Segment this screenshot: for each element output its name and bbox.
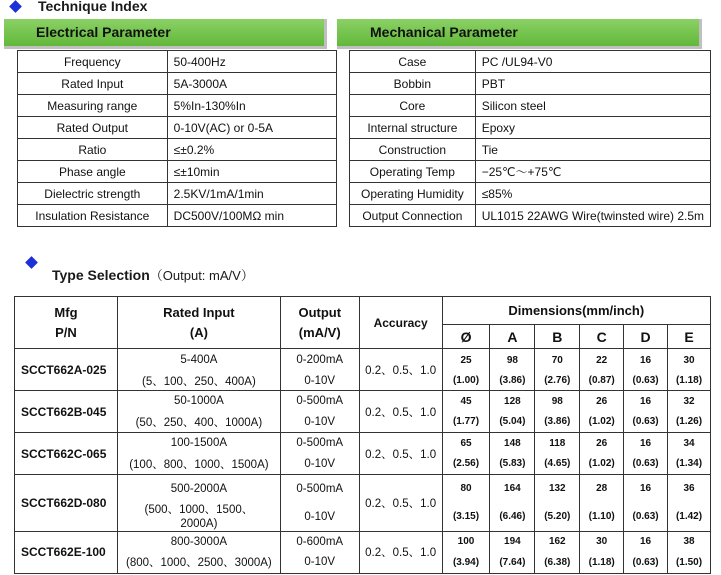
electrical-param-label: Insulation Resistance: [18, 205, 168, 227]
header-output-label: Output: [298, 304, 342, 320]
type-selection-label: Type Selection: [52, 267, 150, 283]
type-row: [15, 433, 711, 454]
type-dim-inch: (3.94): [442, 552, 490, 573]
electrical-param-row: [18, 205, 337, 227]
electrical-param-value: DC500V/100MΩ min: [167, 205, 336, 227]
type-dim-mm: 100: [442, 531, 490, 552]
header-mfg-pn: [15, 297, 118, 349]
mechanical-param-label: Case: [350, 51, 476, 73]
type-dim-mm: 118: [535, 433, 580, 454]
type-dim-mm: 30: [580, 531, 624, 552]
type-dim-mm: 98: [535, 391, 580, 412]
mechanical-param-label: Operating Temp: [350, 161, 476, 183]
electrical-param-row: [18, 183, 337, 205]
header-dim-3: C: [580, 325, 624, 349]
type-dim-inch: (7.64): [490, 552, 535, 573]
electrical-param-value: ≤±10min: [167, 161, 336, 183]
type-dim-inch: (1.18): [580, 552, 624, 573]
type-dim-inch: (2.56): [442, 454, 490, 475]
mechanical-param-row: [350, 139, 711, 161]
type-dim-mm: 16: [624, 349, 668, 372]
type-dim-inch: (1.34): [668, 454, 711, 475]
electrical-param-row: [18, 95, 337, 117]
type-dim-inch: (6.38): [535, 552, 580, 573]
type-dim-inch: (1.00): [442, 372, 490, 391]
type-dim-inch: (5.83): [490, 454, 535, 475]
type-rated-input-list-line: 2000A): [180, 517, 218, 530]
header-rated-input: [117, 297, 280, 349]
electrical-param-label: Measuring range: [18, 95, 168, 117]
type-dim-mm: 70: [535, 349, 580, 372]
type-dim-inch: (0.63): [624, 552, 668, 573]
type-output-current: 0-600mA: [280, 531, 359, 552]
bullet-diamond-icon: [25, 256, 38, 269]
type-rated-input: 5-400A: [117, 349, 280, 372]
type-dim-inch: (1.26): [668, 412, 711, 433]
header-rated-input-label: Rated Input: [163, 304, 235, 320]
mechanical-param-label: Operating Humidity: [350, 183, 476, 205]
type-dim-inch: (0.63): [624, 503, 668, 532]
type-pn: SCCT662B-045: [15, 391, 118, 433]
type-output-voltage: 0-10V: [280, 503, 359, 532]
electrical-param-row: [18, 117, 337, 139]
header-dim-5: E: [668, 325, 711, 349]
mechanical-param-row: [350, 183, 711, 205]
type-dim-mm: 132: [535, 475, 580, 503]
type-accuracy: 0.2、0.5、1.0: [359, 475, 442, 532]
type-dim-inch: (5.04): [490, 412, 535, 433]
type-output-voltage: 0-10V: [280, 412, 359, 433]
type-rated-input-list: (800、1000、2500、3000A): [117, 552, 280, 573]
mechanical-param-row: [350, 205, 711, 227]
mechanical-param-label: Bobbin: [350, 73, 476, 95]
type-dim-mm: 128: [490, 391, 535, 412]
type-dim-mm: 34: [668, 433, 711, 454]
type-dim-mm: 194: [490, 531, 535, 552]
mechanical-param-label: Core: [350, 95, 476, 117]
type-dim-inch: (3.15): [442, 503, 490, 532]
type-dim-mm: 45: [442, 391, 490, 412]
header-dim-2: B: [535, 325, 580, 349]
header-pn: P/N: [55, 324, 77, 340]
type-dim-mm: 98: [490, 349, 535, 372]
electrical-param-row: [18, 73, 337, 95]
type-pn: SCCT662C-065: [15, 433, 118, 475]
mechanical-parameter-title: Mechanical Parameter: [370, 24, 518, 40]
type-dim-mm: 16: [624, 433, 668, 454]
type-dim-inch: (1.10): [580, 503, 624, 532]
type-dim-inch: (1.42): [668, 503, 711, 532]
mechanical-param-row: [350, 117, 711, 139]
type-output-current: 0-500mA: [280, 391, 359, 412]
mechanical-param-value: PC /UL94-V0: [475, 51, 710, 73]
electrical-param-label: Phase angle: [18, 161, 168, 183]
type-dim-inch: (4.65): [535, 454, 580, 475]
mechanical-param-row: [350, 95, 711, 117]
type-dim-mm: 164: [490, 475, 535, 503]
technique-index-title: Technique Index: [38, 0, 148, 14]
type-dim-inch: (0.63): [624, 454, 668, 475]
electrical-param-label: Rated Input: [18, 73, 168, 95]
type-rated-input-list: (100、800、1000、1500A): [117, 454, 280, 475]
mechanical-param-value: Silicon steel: [475, 95, 710, 117]
type-dim-mm: 28: [580, 475, 624, 503]
header-dim-1: A: [490, 325, 535, 349]
type-rated-input-list-line: (500、1000、1500、: [144, 503, 254, 516]
mechanical-param-value: ≤85%: [475, 183, 710, 205]
mechanical-parameter-header: [337, 19, 702, 49]
type-dim-inch: (1.02): [580, 454, 624, 475]
type-accuracy: 0.2、0.5、1.0: [359, 391, 442, 433]
type-selection-subtitle: （Output: mA/V）: [149, 268, 254, 283]
type-rated-input-list: [117, 503, 280, 532]
type-rated-input: 50-1000A: [117, 391, 280, 412]
type-output-voltage: 0-10V: [280, 454, 359, 475]
type-rated-input: 500-2000A: [117, 475, 280, 503]
type-dim-inch: (0.63): [624, 412, 668, 433]
mechanical-param-row: [350, 161, 711, 183]
type-dim-mm: 162: [535, 531, 580, 552]
mechanical-param-row: [350, 73, 711, 95]
electrical-param-label: Ratio: [18, 139, 168, 161]
header-dim-0: Ø: [442, 325, 490, 349]
type-accuracy: 0.2、0.5、1.0: [359, 531, 442, 573]
header-accuracy: Accuracy: [359, 297, 442, 349]
type-row: [15, 475, 711, 503]
header-output: [280, 297, 359, 349]
type-dim-inch: (0.63): [624, 372, 668, 391]
type-dim-inch: (5.20): [535, 503, 580, 532]
type-row: [15, 531, 711, 552]
electrical-param-value: 0-10V(AC) or 0-5A: [167, 117, 336, 139]
type-dim-inch: (1.50): [668, 552, 711, 573]
electrical-param-row: [18, 51, 337, 73]
mechanical-param-value: Epoxy: [475, 117, 710, 139]
mechanical-param-value: UL1015 22AWG Wire(twinsted wire) 2.5m: [475, 205, 710, 227]
type-pn: SCCT662A-025: [15, 349, 118, 391]
type-dim-inch: (1.77): [442, 412, 490, 433]
header-rated-input-unit: (A): [189, 324, 208, 340]
type-rated-input-list: (50、250、400、1000A): [117, 412, 280, 433]
type-pn: SCCT662D-080: [15, 475, 118, 532]
type-pn: SCCT662E-100: [15, 531, 118, 573]
type-dim-inch: (0.87): [580, 372, 624, 391]
type-dim-mm: 38: [668, 531, 711, 552]
type-output-voltage: 0-10V: [280, 552, 359, 573]
electrical-param-value: ≤±0.2%: [167, 139, 336, 161]
mechanical-param-label: Output Connection: [350, 205, 476, 227]
type-dim-mm: 16: [624, 531, 668, 552]
electrical-parameter-title: Electrical Parameter: [36, 24, 171, 40]
type-dim-inch: (6.46): [490, 503, 535, 532]
type-rated-input: 800-3000A: [117, 531, 280, 552]
electrical-parameter-header: [4, 19, 327, 49]
mechanical-param-label: Construction: [350, 139, 476, 161]
electrical-param-value: 5%In-130%In: [167, 95, 336, 117]
header-mfg: Mfg: [54, 304, 78, 320]
type-dim-inch: (2.76): [535, 372, 580, 391]
type-output-voltage: 0-10V: [280, 372, 359, 391]
electrical-param-value: 50-400Hz: [167, 51, 336, 73]
type-accuracy: 0.2、0.5、1.0: [359, 349, 442, 391]
type-accuracy: 0.2、0.5、1.0: [359, 433, 442, 475]
header-output-unit: (mA/V): [298, 324, 341, 340]
header-dim-4: D: [624, 325, 668, 349]
type-dim-mm: 65: [442, 433, 490, 454]
type-selection-title: [52, 265, 254, 284]
electrical-param-value: 5A-3000A: [167, 73, 336, 95]
type-dim-mm: 36: [668, 475, 711, 503]
type-dim-inch: (1.02): [580, 412, 624, 433]
mechanical-param-value: Tie: [475, 139, 710, 161]
type-dim-mm: 16: [624, 391, 668, 412]
type-dim-mm: 80: [442, 475, 490, 503]
electrical-param-row: [18, 161, 337, 183]
type-dim-mm: 26: [580, 391, 624, 412]
mechanical-parameter-table: [349, 50, 711, 227]
type-rated-input-list: (5、100、250、400A): [117, 372, 280, 391]
mechanical-param-value: PBT: [475, 73, 710, 95]
type-rated-input: 100-1500A: [117, 433, 280, 454]
electrical-param-label: Dielectric strength: [18, 183, 168, 205]
electrical-param-value: 2.5KV/1mA/1min: [167, 183, 336, 205]
type-dim-mm: 148: [490, 433, 535, 454]
type-dim-inch: (3.86): [490, 372, 535, 391]
type-output-current: 0-500mA: [280, 475, 359, 503]
header-dimensions: Dimensions(mm/inch): [442, 297, 710, 325]
electrical-param-label: Frequency: [18, 51, 168, 73]
mechanical-param-row: [350, 51, 711, 73]
type-dim-mm: 32: [668, 391, 711, 412]
type-row: [15, 391, 711, 412]
type-dim-mm: 26: [580, 433, 624, 454]
electrical-parameter-table: [17, 50, 337, 227]
type-dim-mm: 25: [442, 349, 490, 372]
type-dim-inch: (3.86): [535, 412, 580, 433]
electrical-param-label: Rated Output: [18, 117, 168, 139]
type-dim-mm: 22: [580, 349, 624, 372]
electrical-param-row: [18, 139, 337, 161]
bullet-diamond-icon: [9, 0, 22, 13]
type-dim-mm: 16: [624, 475, 668, 503]
type-dim-inch: (1.18): [668, 372, 711, 391]
type-row: [15, 349, 711, 372]
type-output-current: 0-200mA: [280, 349, 359, 372]
mechanical-param-value: −25℃～+75℃: [475, 161, 710, 183]
mechanical-param-label: Internal structure: [350, 117, 476, 139]
type-dim-mm: 30: [668, 349, 711, 372]
type-output-current: 0-500mA: [280, 433, 359, 454]
type-selection-table: [14, 296, 711, 574]
